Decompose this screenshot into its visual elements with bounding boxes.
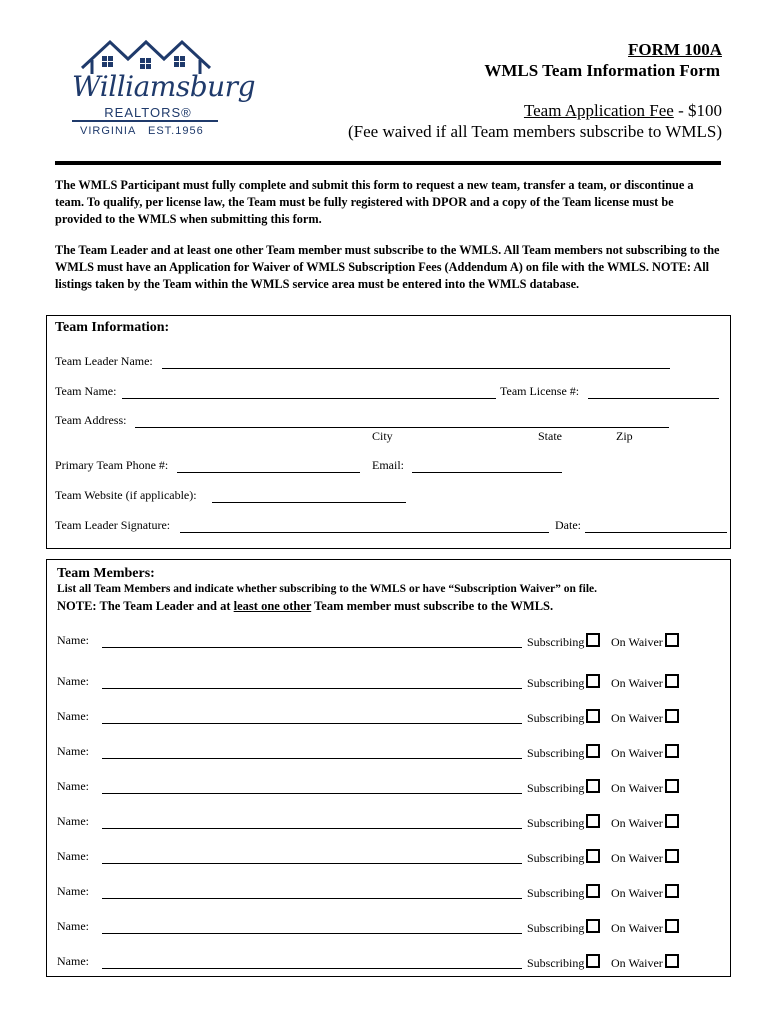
on-waiver-label: On Waiver [611,851,663,865]
on-waiver-checkbox[interactable] [665,954,679,968]
intro-paragraph-2: The Team Leader and at least one other Team member must subscribe to the WMLS. All Team members not subscribing to the WMLS must have an Application for Waiver of WMLS Subscription Fees (Addendum A) on file with the WMLS. NOTE: All listings taken by the Team within the WMLS service area must be entered into the WMLS database. [55,243,720,291]
member-name-field[interactable] [102,828,522,829]
on-waiver-label: On Waiver [611,956,663,970]
address-state-label: State [538,429,562,443]
on-waiver-option [611,779,679,796]
primary-phone-field[interactable] [177,472,360,473]
subscribing-label: Subscribing [527,711,585,725]
member-name-label: Name: [57,884,89,898]
member-name-label: Name: [57,744,89,758]
on-waiver-label: On Waiver [611,816,663,830]
subscribing-label: Subscribing [527,851,585,865]
team-license-label: Team License #: [500,384,580,398]
primary-phone-label: Primary Team Phone #: [55,458,169,472]
team-members-section [46,559,731,977]
form-number: FORM 100A [628,40,722,59]
on-waiver-label: On Waiver [611,711,663,725]
fee-amount: - $100 [673,101,722,120]
member-name-field[interactable] [102,933,522,934]
team-leader-name-field[interactable] [162,368,670,369]
on-waiver-checkbox[interactable] [665,849,679,863]
on-waiver-checkbox[interactable] [665,884,679,898]
member-name-field[interactable] [102,647,522,648]
subscribing-checkbox[interactable] [586,814,600,828]
on-waiver-option [611,674,679,691]
subscribing-checkbox[interactable] [586,919,600,933]
subscribing-option [527,674,600,691]
subscribing-option [527,709,600,726]
on-waiver-option [611,919,679,936]
subscribing-checkbox[interactable] [586,633,600,647]
member-name-field[interactable] [102,723,522,724]
email-label: Email: [372,458,404,472]
subscribing-option [527,954,600,971]
on-waiver-option [611,814,679,831]
member-name-label: Name: [57,633,89,647]
on-waiver-checkbox[interactable] [665,709,679,723]
address-city-label: City [372,429,393,443]
on-waiver-option [611,744,679,761]
team-leader-name-label: Team Leader Name: [55,354,153,368]
member-name-label: Name: [57,954,89,968]
team-address-field[interactable] [135,427,669,428]
subscribing-option [527,744,600,761]
member-name-label: Name: [57,674,89,688]
team-address-label: Team Address: [55,413,127,427]
signature-label: Team Leader Signature: [55,518,171,532]
on-waiver-label: On Waiver [611,781,663,795]
subscribing-checkbox[interactable] [586,744,600,758]
team-website-field[interactable] [212,502,406,503]
subscribing-option [527,884,600,901]
subscribing-label: Subscribing [527,781,585,795]
on-waiver-checkbox[interactable] [665,814,679,828]
team-members-title: Team Members: [57,566,155,581]
team-members-note [57,599,553,614]
header-rule [55,161,721,165]
subscribing-option [527,633,600,650]
team-members-instructions: List all Team Members and indicate whether subscribing to the WMLS or have “Subscription Waiver” on file. [57,583,598,595]
subscribing-checkbox[interactable] [586,849,600,863]
member-name-field[interactable] [102,863,522,864]
fee-line [524,101,722,121]
subscribing-checkbox[interactable] [586,779,600,793]
team-website-label: Team Website (if applicable): [55,488,197,502]
logo-divider [72,120,218,122]
note-text-c: Team member must subscribe to the WMLS. [311,599,554,613]
member-name-field[interactable] [102,758,522,759]
subscribing-checkbox[interactable] [586,709,600,723]
member-name-label: Name: [57,779,89,793]
team-name-label: Team Name: [55,384,117,398]
on-waiver-label: On Waiver [611,921,663,935]
subscribing-checkbox[interactable] [586,884,600,898]
email-field[interactable] [412,472,562,473]
team-information-title: Team Information: [55,320,170,335]
on-waiver-option [611,884,679,901]
member-name-label: Name: [57,849,89,863]
date-field[interactable] [585,532,727,533]
logo-state: VIRGINIA [80,125,137,137]
on-waiver-checkbox[interactable] [665,919,679,933]
signature-field[interactable] [180,532,549,533]
subscribing-option [527,919,600,936]
subscribing-checkbox[interactable] [586,674,600,688]
on-waiver-checkbox[interactable] [665,744,679,758]
subscribing-checkbox[interactable] [586,954,600,968]
on-waiver-option [611,633,679,650]
fee-label: Team Application Fee [523,101,674,120]
team-name-field[interactable] [122,398,496,399]
on-waiver-label: On Waiver [611,676,663,690]
on-waiver-option [611,849,679,866]
member-name-field[interactable] [102,688,522,689]
logo-wordmark: Williamsburg [72,70,255,103]
subscribing-label: Subscribing [527,921,585,935]
subscribing-option [527,849,600,866]
intro-paragraph-1: The WMLS Participant must fully complete and submit this form to request a new team, transfer a team, or discontinue a team. To qualify, per license law, the Team must be fully registered with DPOR and a copy of the Team license must be provided to the WMLS when submitting this form. [55,178,694,226]
subscribing-option [527,814,600,831]
member-name-label: Name: [57,814,89,828]
subscribing-label: Subscribing [527,816,585,830]
logo-realtors: REALTORS® [104,105,192,120]
member-name-field[interactable] [102,968,522,969]
member-name-label: Name: [57,709,89,723]
fee-note: (Fee waived if all Team members subscribe to WMLS) [348,122,722,141]
member-name-field[interactable] [102,898,522,899]
note-text-a: NOTE: The Team Leader and at [57,599,234,613]
logo-established: EST.1956 [148,125,204,137]
member-name-field[interactable] [102,793,522,794]
on-waiver-label: On Waiver [611,635,663,649]
subscribing-option [527,779,600,796]
subscribing-label: Subscribing [527,746,585,760]
subscribing-label: Subscribing [527,956,585,970]
on-waiver-checkbox[interactable] [665,779,679,793]
on-waiver-checkbox[interactable] [665,674,679,688]
team-license-field[interactable] [588,398,719,399]
address-zip-label: Zip [616,429,633,443]
on-waiver-checkbox[interactable] [665,633,679,647]
on-waiver-label: On Waiver [611,886,663,900]
note-text-b: least one other [233,599,312,613]
member-name-label: Name: [57,919,89,933]
on-waiver-label: On Waiver [611,746,663,760]
on-waiver-option [611,709,679,726]
subscribing-label: Subscribing [527,635,585,649]
subscribing-label: Subscribing [527,886,585,900]
subscribing-label: Subscribing [527,676,585,690]
on-waiver-option [611,954,679,971]
form-title: WMLS Team Information Form [484,61,720,80]
date-label: Date: [555,518,581,532]
